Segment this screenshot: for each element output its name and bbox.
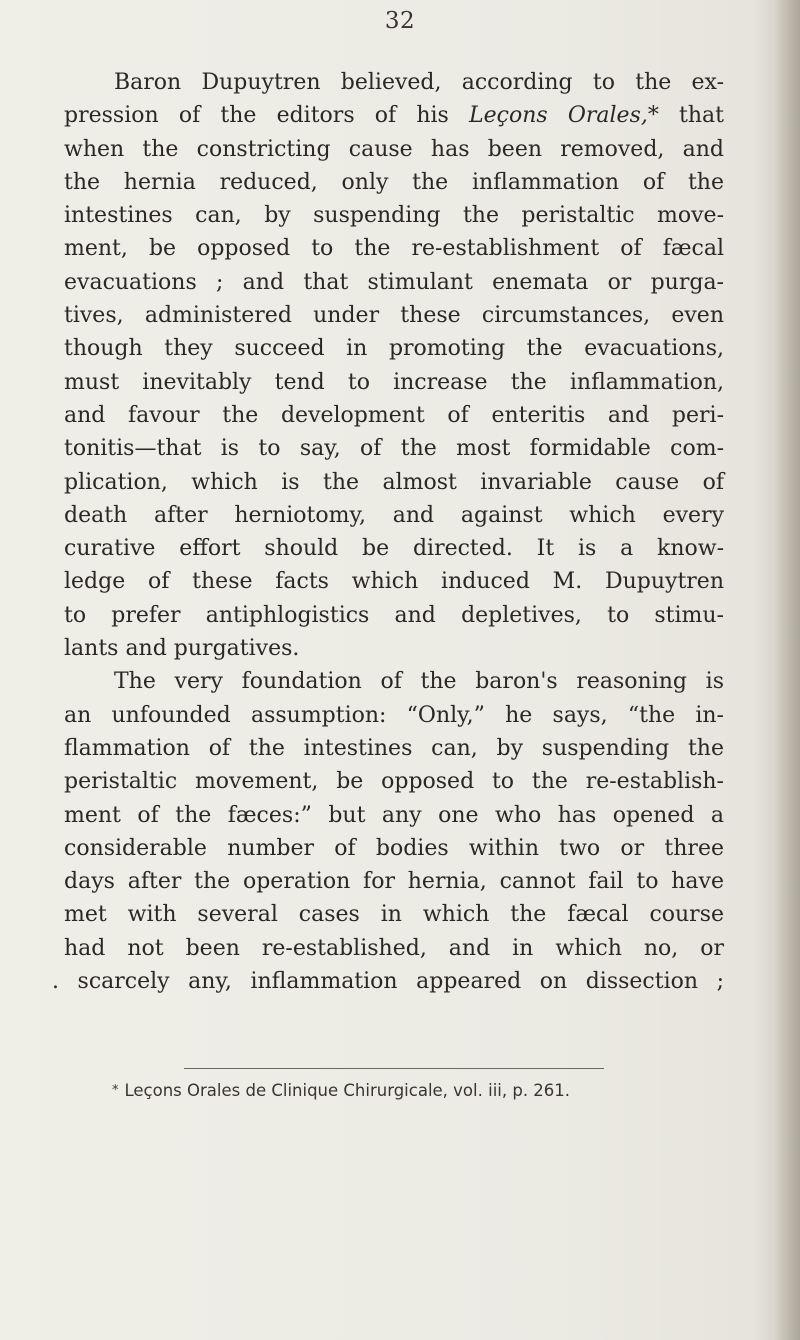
text-line: flammation of the intestines can, by suspending the	[64, 735, 724, 761]
footnote-rule	[184, 1068, 604, 1069]
page-number: 32	[384, 8, 416, 34]
body-text	[52, 66, 724, 998]
text-line: had not been re-established, and in which no, or	[64, 935, 724, 961]
text-line: intestines can, by suspending the peristaltic move-	[64, 203, 724, 229]
text-line: tives, administered under these circumstances, even	[64, 303, 724, 329]
text-line: days after the operation for hernia, cannot fail to have	[64, 869, 724, 895]
footnote	[112, 1078, 692, 1104]
text-line: death after herniotomy, and against which every	[64, 502, 724, 528]
text-line: met with several cases in which the fæcal course	[64, 902, 724, 928]
footnote-text: Leçons Orales de Clinique Chirurgicale, vol. iii, p. 261.	[124, 1081, 571, 1100]
text-line	[64, 99, 724, 132]
text-line: evacuations ; and that stimulant enemata or purga-	[64, 269, 724, 295]
text-line: Baron Dupuytren believed, according to the ex-	[114, 70, 724, 95]
text-line: considerable number of bodies within two or three	[64, 835, 724, 861]
text-line: ledge of these facts which induced M. Dupuytren	[64, 569, 724, 595]
text-line: when the constricting cause has been removed, and	[64, 136, 724, 162]
text-line: lants and purgatives.	[64, 636, 300, 662]
text-line-segment: that	[658, 103, 724, 129]
text-line: The very foundation of the baron's reasoning is	[114, 669, 724, 695]
text-line: must inevitably tend to increase the inflammation,	[64, 369, 724, 395]
text-line: though they succeed in promoting the evacuations,	[64, 336, 724, 362]
text-line: an unfounded assumption: “Only,” he says, “the in-	[64, 702, 724, 728]
paragraph-2	[52, 665, 724, 998]
text-line: tonitis—that is to say, of the most formidable com-	[64, 436, 724, 462]
text-line: . scarcely any, inflammation appeared on dissection ;	[52, 969, 724, 995]
text-line: the hernia reduced, only the inflammation of the	[64, 169, 724, 195]
paragraph-1	[64, 66, 724, 665]
page-spine-shadow	[774, 0, 800, 1340]
text-line-segment: pression of the editors of his	[64, 103, 470, 129]
italic-title: Leçons Orales,*	[469, 103, 659, 129]
footnote-mark: *	[112, 1083, 119, 1098]
text-line: plication, which is the almost invariable cause of	[64, 469, 724, 495]
text-line: ment of the fæces:” but any one who has opened a	[64, 802, 724, 828]
text-line: to prefer antiphlogistics and depletives, to stimu-	[64, 602, 724, 628]
text-line: ment, be opposed to the re-establishment of fæcal	[64, 236, 724, 262]
text-line: peristaltic movement, be opposed to the re-establish-	[64, 769, 724, 795]
text-line: curative effort should be directed. It is a know-	[64, 536, 724, 562]
text-line: and favour the development of enteritis and peri-	[64, 402, 724, 428]
